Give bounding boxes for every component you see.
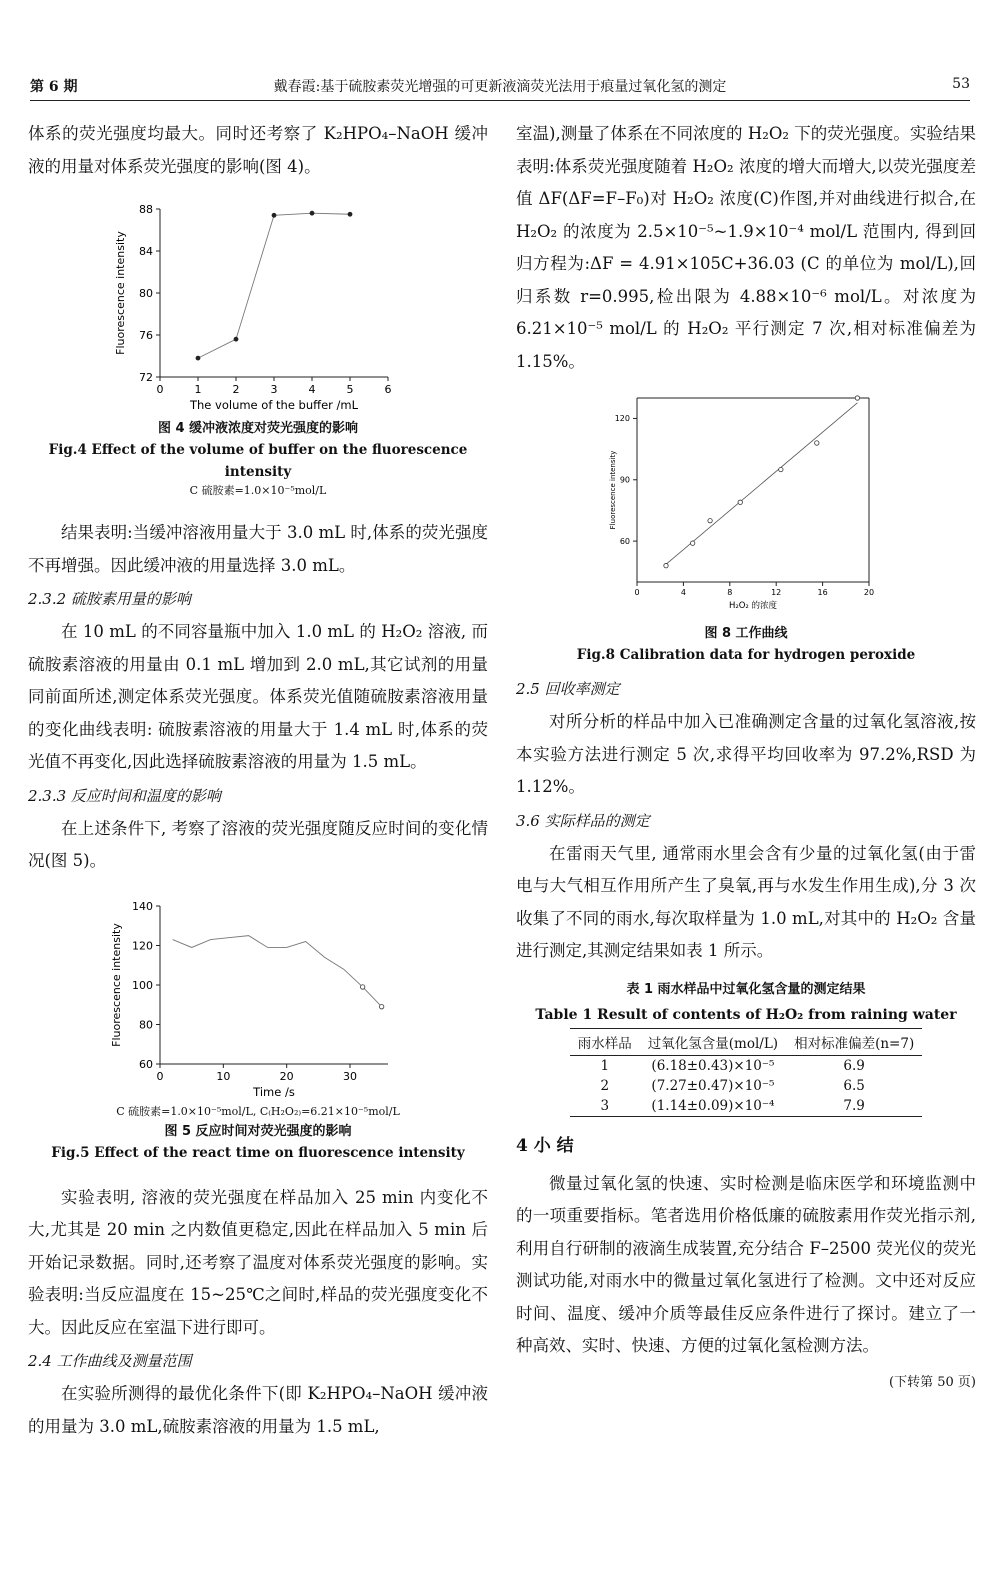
left-column [28, 118, 488, 1443]
data-point [348, 212, 353, 217]
x-tick-label: 10 [216, 1069, 231, 1083]
figure-8 [601, 390, 891, 622]
table-row [570, 1076, 922, 1096]
table-cell: 3 [570, 1096, 640, 1117]
issue-number: 第 6 期 [30, 79, 78, 95]
data-point [234, 337, 239, 342]
y-tick-label: 80 [139, 286, 153, 300]
table-header: 过氧化氢含量(mol/L) [640, 1028, 786, 1055]
table-cell: (1.14±0.09)×10⁻⁴ [640, 1096, 786, 1117]
x-axis-label: H₂O₂ 的浓度 [728, 601, 778, 611]
data-point [272, 213, 277, 218]
section-heading: 2.3.2 硫胺素用量的影响 [28, 590, 191, 608]
table-row [570, 1055, 922, 1076]
paragraph: 在上述条件下, 考察了溶液的荧光强度随反应时间的变化情况(图 5)。 [28, 818, 488, 870]
running-title: 戴春霞:基于硫胺素荧光增强的可更新液滴荧光法用于痕量过氧化氢的测定 [273, 79, 727, 95]
x-axis-label: Time /s [253, 1084, 295, 1099]
fig4-caption-cn: 图 4 缓冲液浓度对荧光强度的影响 [157, 421, 359, 436]
paragraph: 结果表明:当缓冲溶液用量大于 3.0 mL 时,体系的荧光强度不再增强。因此缓冲液的用量选择 3.0 mL。 [28, 523, 488, 575]
fig8-caption-cn: 图 8 工作曲线 [704, 626, 788, 641]
table-header-row [570, 1028, 922, 1055]
table-header: 雨水样品 [570, 1028, 640, 1055]
section-heading: 2.5 回收率测定 [516, 680, 620, 698]
table1-caption-cn: 表 1 雨水样品中过氧化氢含量的测定结果 [626, 981, 866, 997]
fig5-caption-en: Fig.5 Effect of the react time on fluorescence intensity [51, 1144, 465, 1161]
x-tick-label: 30 [343, 1069, 357, 1083]
fig5-caption-cn: 图 5 反应时间对荧光强度的影响 [164, 1123, 352, 1139]
series-line [198, 213, 350, 358]
x-tick-label: 6 [384, 383, 392, 396]
x-tick-label: 20 [279, 1069, 294, 1083]
x-tick-label: 1 [194, 383, 202, 396]
y-axis-label: Fluorescence intensity [609, 450, 617, 530]
data-point [360, 984, 364, 988]
paragraph: 对所分析的样品中加入已准确测定含量的过氧化氢溶液,按本实验方法进行测定 5 次,求得平均回收率为 97.2%,RSD 为 1.12%。 [516, 712, 976, 796]
y-tick-label: 80 [139, 1017, 153, 1031]
x-tick-label: 2 [232, 383, 240, 396]
data-point [708, 518, 712, 522]
section-heading: 2.3.3 反应时间和温度的影响 [28, 786, 221, 805]
table-cell: 6.5 [843, 1077, 865, 1094]
fig5-note: C 硫胺素=1.0×10⁻⁵mol/L, C₍H₂O₂₎=6.21×10⁻⁵mol/L [116, 1104, 400, 1118]
x-tick-label: 5 [346, 383, 354, 396]
figure-4 [108, 195, 408, 417]
paragraph: 在雷雨天气里, 通常雨水里会含有少量的过氧化氢(由于雷电与大气相互作用所产生了臭氧,再与水发生作用生成),分 3 次收集了不同的雨水,每次取样量为 1.0 mL,对其中的 H₂O₂ 含量进行测定,其测定结果如表 1 所示。 [516, 843, 976, 960]
right-column [516, 118, 976, 1390]
table-cell: 6.9 [843, 1057, 865, 1074]
x-tick-label: 3 [270, 383, 278, 396]
fig4-caption-en: Fig.4 Effect of the volume of buffer on the fluorescence intensity [48, 442, 468, 480]
section-heading: 2.4 工作曲线及测量范围 [28, 1352, 192, 1370]
table-1 [570, 1028, 922, 1117]
fig8-chart [601, 390, 891, 622]
paragraph: 微量过氧化氢的快速、实时检测是临床医学和环境监测中的一项重要指标。笔者选用价格低廉的硫胺素用作荧光指示剂,利用自行研制的液滴生成装置,充分结合 F–2500 荧光仪的荧光测试功能,对雨水中的微量过氧化氢进行了检测。文中还对反应时间、温度、缓冲介质等最佳反应条件进行了探讨。建立了一种高效、实时、快速、方便的过氧化氢检测方法。 [516, 1173, 976, 1355]
section-heading: 3.6 实际样品的测定 [516, 811, 650, 830]
y-tick-label: 84 [139, 244, 153, 258]
x-tick-label: 20 [863, 588, 875, 597]
table-cell: 1 [600, 1057, 610, 1074]
running-header [30, 72, 970, 101]
y-tick-label: 60 [139, 1057, 153, 1071]
x-tick-label: 4 [680, 588, 686, 597]
y-tick-label: 60 [619, 536, 630, 546]
table-cell: 7.9 [786, 1096, 922, 1117]
paragraph: 体系的荧光强度均最大。同时还考察了 K₂HPO₄–NaOH 缓冲液的用量对体系荧光强度的影响(图 4)。 [28, 124, 488, 176]
y-tick-label: 120 [132, 938, 153, 952]
y-axis-label: Fluorescence intensity [110, 922, 123, 1047]
x-tick-label: 12 [771, 588, 782, 597]
x-tick-label: 4 [308, 383, 316, 396]
table-cell: 2 [600, 1077, 610, 1094]
x-tick-label: 16 [817, 588, 828, 597]
continued-note: (下转第 50 页) [889, 1374, 976, 1390]
y-tick-label: 120 [614, 414, 630, 424]
data-point [310, 211, 315, 216]
fig5-chart [108, 892, 408, 1104]
x-tick-label: 8 [727, 588, 733, 597]
fig4-chart [108, 195, 408, 417]
y-tick-label: 140 [132, 899, 153, 913]
data-point [815, 441, 819, 445]
data-point [855, 396, 859, 400]
paragraph: 实验表明, 溶液的荧光强度在样品加入 25 min 内变化不大,尤其是 20 min 之内数值更稳定,因此在样品加入 5 min 后开始记录数据。同时,还考察了温度对体系荧光强度的影响。实验表明:当反应温度在 15~25℃之间时,样品的荧光强度变化不大。因此反应在室温下进行即可。 [28, 1187, 488, 1337]
page-number: 53 [952, 76, 970, 92]
data-point [738, 500, 742, 504]
table-cell: (6.18±0.43)×10⁻⁵ [651, 1057, 775, 1074]
data-point [779, 467, 783, 471]
section-heading: 4 小 结 [516, 1135, 574, 1156]
table-row [570, 1096, 922, 1117]
series-line [173, 935, 382, 1006]
data-point [664, 563, 668, 567]
data-point [379, 1004, 383, 1008]
data-point [196, 356, 201, 361]
x-axis-label: The volume of the buffer /mL [189, 398, 359, 412]
paragraph: 室温),测量了体系在不同浓度的 H₂O₂ 下的荧光强度。实验结果表明:体系荧光强度随着 H₂O₂ 浓度的增大而增大,以荧光强度差值 ΔF(ΔF=F–F₀)对 H₂O₂ 浓度(C)作图,并对曲线进行拟合,在 H₂O₂ 的浓度为 2.5×10⁻⁵~1.9×10⁻⁴ mol/L 范围内, 得到回归方程为:ΔF = 4.91×105C+36.03 (C 的单位为 mol/L),回归系数 r=0.995,检出限为 4.88×10⁻⁶ mol/L。对浓度为 6.21×10⁻⁵ mol/L 的 H₂O₂ 平行测定 7 次,相对标准偏差为 1.15%。 [516, 124, 976, 371]
table1-caption-en: Table 1 Result of contents of H₂O₂ from raining water [535, 1006, 957, 1023]
y-axis-label: Fluorescence intensity [114, 231, 127, 355]
y-tick-label: 88 [139, 202, 153, 216]
data-point [690, 541, 694, 545]
x-tick-label: 0 [156, 1069, 164, 1083]
x-tick-label: 0 [156, 383, 164, 396]
paragraph: 在 10 mL 的不同容量瓶中加入 1.0 mL 的 H₂O₂ 溶液, 而硫胺素溶液的用量由 0.1 mL 增加到 2.0 mL,其它试剂的用量同前面所述,测定体系荧光强度。体系荧光值随硫胺素溶液用量的变化曲线表明: 硫胺素溶液的用量大于 1.4 mL 时,体系的荧光值不再变化,因此选择硫胺素溶液的用量为 1.5 mL。 [28, 622, 488, 771]
x-tick-label: 0 [634, 588, 640, 597]
y-tick-label: 90 [619, 475, 630, 485]
y-tick-label: 76 [139, 328, 153, 342]
fig4-note: C 硫胺素=1.0×10⁻⁵mol/L [189, 484, 327, 497]
y-tick-label: 100 [132, 978, 153, 992]
y-tick-label: 72 [139, 370, 153, 384]
fit-line [666, 403, 857, 564]
fig8-caption-en: Fig.8 Calibration data for hydrogen peroxide [576, 647, 916, 663]
table-header: 相对标准偏差(n=7) [786, 1028, 922, 1055]
paragraph: 在实验所测得的最优化条件下(即 K₂HPO₄–NaOH 缓冲液的用量为 3.0 mL,硫胺素溶液的用量为 1.5 mL, [28, 1384, 488, 1436]
figure-5 [108, 892, 408, 1104]
table-cell: (7.27±0.47)×10⁻⁵ [651, 1077, 775, 1094]
